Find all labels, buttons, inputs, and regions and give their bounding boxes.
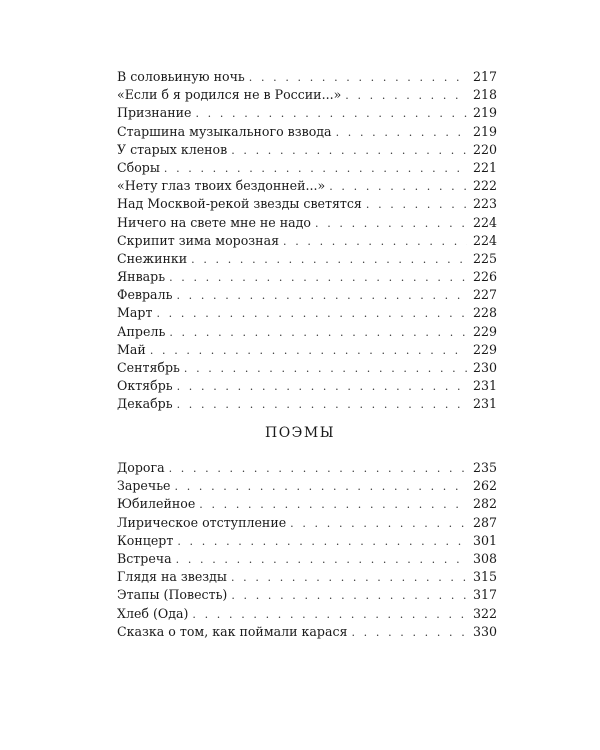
toc-entry-title: Декабрь [117,396,173,412]
toc-entry-title: Глядя на звезды [117,569,227,585]
toc-entry [117,495,497,513]
toc-entry-page: 229 [472,341,497,357]
toc-entry-page: 220 [472,141,497,157]
toc-entry [117,159,497,177]
toc-entry [117,514,497,532]
toc-entry-page: 221 [472,159,497,175]
dot-leader [231,142,467,160]
toc-entry [117,395,497,413]
toc-list-poems-top [117,68,497,414]
toc-entry-page: 231 [472,396,497,412]
dot-leader [192,606,467,624]
toc-entry [117,195,497,213]
toc-entry [117,304,497,322]
dot-leader [249,69,467,87]
toc-entry [117,586,497,604]
dot-leader [366,196,467,214]
toc-entry-title: В соловьиную ночь [117,69,245,84]
toc-entry-title: Сентябрь [117,360,180,375]
toc-entry-page: 224 [472,214,497,230]
toc-entry-title: Март [117,305,153,321]
toc-entry-title: Снежинки [117,250,188,266]
toc-entry-page: 315 [472,569,497,585]
toc-entry-page: 287 [472,514,497,530]
toc-entry-title: Ничего на свете мне не надо [117,214,311,230]
toc-entry-title: Сборы [117,159,160,175]
toc-entry-title: Хлеб (Ода) [117,605,189,621]
toc-entry-page: 223 [472,196,497,212]
dot-leader [177,396,467,414]
toc-entry [117,177,497,195]
toc-entry [117,123,497,141]
dot-leader [176,287,467,305]
toc-entry-title: Признание [117,105,192,121]
toc-entry [117,250,497,268]
toc-entry-page: 217 [472,69,497,84]
toc-entry-title: Апрель [117,323,166,339]
toc-entry [117,214,497,232]
dot-leader [164,160,467,178]
dot-leader [345,87,467,105]
dot-leader [336,124,467,142]
toc-entry-title: Концерт [117,532,174,548]
toc-entry-page: 218 [472,87,497,103]
toc-entry [117,377,497,395]
dot-leader [283,233,467,251]
dot-leader [231,587,467,605]
dot-leader [156,305,467,323]
dot-leader [351,624,467,642]
toc-entry [117,532,497,550]
toc-entry-title: Дорога [117,460,165,475]
toc-entry-page: 317 [472,587,497,603]
toc-entry-title: «Если б я родился не в России...» [117,87,342,103]
toc-entry-title: Заречье [117,478,171,494]
dot-leader [191,251,467,269]
toc-entry [117,323,497,341]
toc-entry-page: 235 [472,460,497,475]
toc-entry [117,359,497,377]
toc-entry-title: Старшина музыкального взвода [117,123,332,139]
toc-entry-title: Лирическое отступление [117,514,287,530]
dot-leader [290,515,467,533]
toc-entry-page: 226 [472,269,497,285]
dot-leader [195,105,467,123]
toc-entry-page: 301 [472,532,497,548]
dot-leader [169,460,467,478]
dot-leader [150,342,467,360]
toc-list-poems-section [117,459,497,641]
toc-entry-title: Май [117,341,146,357]
toc-entry-page: 224 [472,232,497,248]
toc-entry [117,104,497,122]
toc-entry-title: Встреча [117,550,172,566]
toc-entry-title: Сказка о том, как поймали карася [117,623,348,639]
toc-entry-page: 228 [472,305,497,321]
dot-leader [231,569,467,587]
toc-entry [117,477,497,495]
toc-entry-page: 230 [472,360,497,375]
dot-leader [184,360,467,378]
toc-entry-title: Этапы (Повесть) [117,587,228,603]
toc-entry-title: Скрипит зима морозная [117,232,280,248]
section-title: ПОЭМЫ [264,425,335,441]
toc-entry [117,286,497,304]
dot-leader [177,378,467,396]
toc-entry-title: «Нету глаз твоих бездонней...» [117,178,326,194]
toc-entry-title: Октябрь [117,378,173,394]
toc-entry-title: У старых кленов [117,141,228,157]
dot-leader [199,496,467,514]
toc-entry-page: 219 [472,123,497,139]
toc-entry-title: Январь [117,269,166,285]
toc-entry [117,623,497,641]
toc-entry-page: 282 [472,496,497,512]
toc-entry [117,268,497,286]
toc-entry-page: 227 [472,287,497,303]
toc-entry-page: 322 [472,605,497,621]
toc-entry-page: 222 [472,178,497,194]
dot-leader [175,478,467,496]
toc-entry [117,232,497,250]
toc-entry-title: Юбилейное [117,496,196,512]
toc-entry-page: 262 [472,478,497,494]
toc-entry [117,86,497,104]
toc-entry-page: 231 [472,378,497,394]
toc-entry [117,568,497,586]
toc-entry-page: 330 [472,623,497,639]
dot-leader [169,324,467,342]
toc-entry-page: 308 [472,550,497,566]
toc-entry-title: Над Москвой-рекой звезды светятся [117,196,362,212]
toc-entry [117,550,497,568]
toc-entry [117,459,497,477]
dot-leader [315,215,467,233]
toc-entry [117,68,497,86]
dot-leader [176,551,467,569]
toc-entry [117,341,497,359]
toc-entry-page: 219 [472,105,497,121]
toc-entry-page: 229 [472,323,497,339]
dot-leader [329,178,467,196]
toc-entry [117,141,497,159]
toc-entry-title: Февраль [117,287,173,303]
dot-leader [169,269,467,287]
dot-leader [177,533,467,551]
toc-entry-page: 225 [472,250,497,266]
toc-entry [117,605,497,623]
